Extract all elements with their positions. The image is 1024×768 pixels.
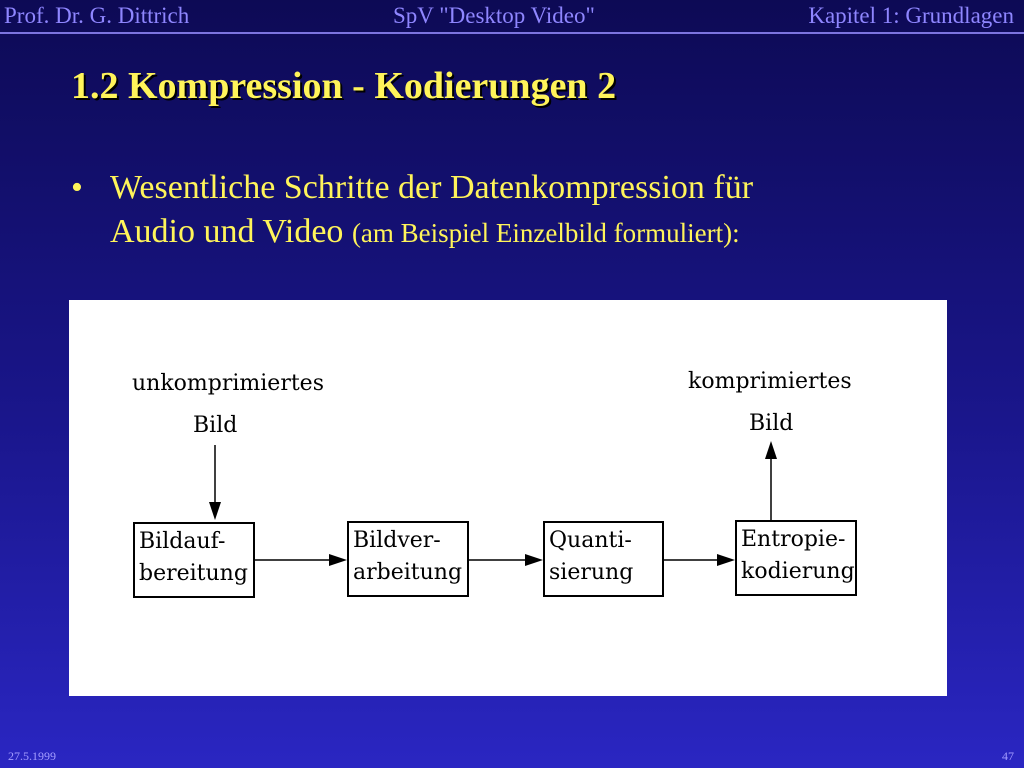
step-box-bildverarbeitung xyxy=(347,521,469,597)
bullet-line-2 xyxy=(110,210,753,255)
slide-header xyxy=(0,0,1024,34)
step-2-line-2: arbeitung xyxy=(353,560,463,585)
step-3-line-1: Quanti- xyxy=(549,528,632,553)
step-1-text xyxy=(139,526,248,590)
output-label-line-2: Bild xyxy=(749,411,794,436)
header-chapter: Kapitel 1: Grundlagen xyxy=(808,3,1014,28)
bullet-line-2-main: Audio und Video xyxy=(110,213,344,250)
bullet-line-2-note: (am Beispiel Einzelbild formuliert): xyxy=(351,218,740,248)
bullet-marker: • xyxy=(71,169,83,206)
input-label-line-1: unkomprimiertes xyxy=(132,371,324,396)
step-1-line-2: bereitung xyxy=(139,561,248,586)
input-label-line-2: Bild xyxy=(193,413,238,438)
step-3-text xyxy=(549,525,633,589)
header-course: SpV "Desktop Video" xyxy=(393,3,595,28)
header-author: Prof. Dr. G. Dittrich xyxy=(4,3,190,28)
step-box-quantisierung xyxy=(543,521,664,597)
arrow-3-4-head xyxy=(717,554,735,566)
output-arrowhead xyxy=(765,441,777,459)
output-label-line-1: komprimiertes xyxy=(688,369,852,394)
header-divider xyxy=(0,32,1024,34)
step-2-text xyxy=(353,525,462,589)
arrow-1-2-head xyxy=(329,554,347,566)
step-box-bildaufbereitung xyxy=(133,522,255,598)
step-4-text xyxy=(741,524,855,588)
step-box-entropiekodierung xyxy=(735,520,857,596)
footer-page-number: 47 xyxy=(1002,749,1014,763)
diagram-connectors xyxy=(69,300,947,696)
step-4-line-1: Entropie- xyxy=(741,527,846,552)
step-2-line-1: Bildver- xyxy=(353,528,441,553)
step-4-line-2: kodierung xyxy=(741,559,855,584)
input-arrowhead xyxy=(209,502,221,520)
bullet-text xyxy=(110,166,753,255)
footer-date: 27.5.1999 xyxy=(8,749,56,763)
slide-title: 1.2 Kompression - Kodierungen 2 xyxy=(71,65,617,107)
step-1-line-1: Bildauf- xyxy=(139,529,226,554)
compression-diagram xyxy=(69,300,947,696)
bullet-line-1: Wesentliche Schritte der Datenkompression für xyxy=(110,169,754,206)
step-3-line-2: sierung xyxy=(549,560,634,585)
arrow-2-3-head xyxy=(525,554,543,566)
